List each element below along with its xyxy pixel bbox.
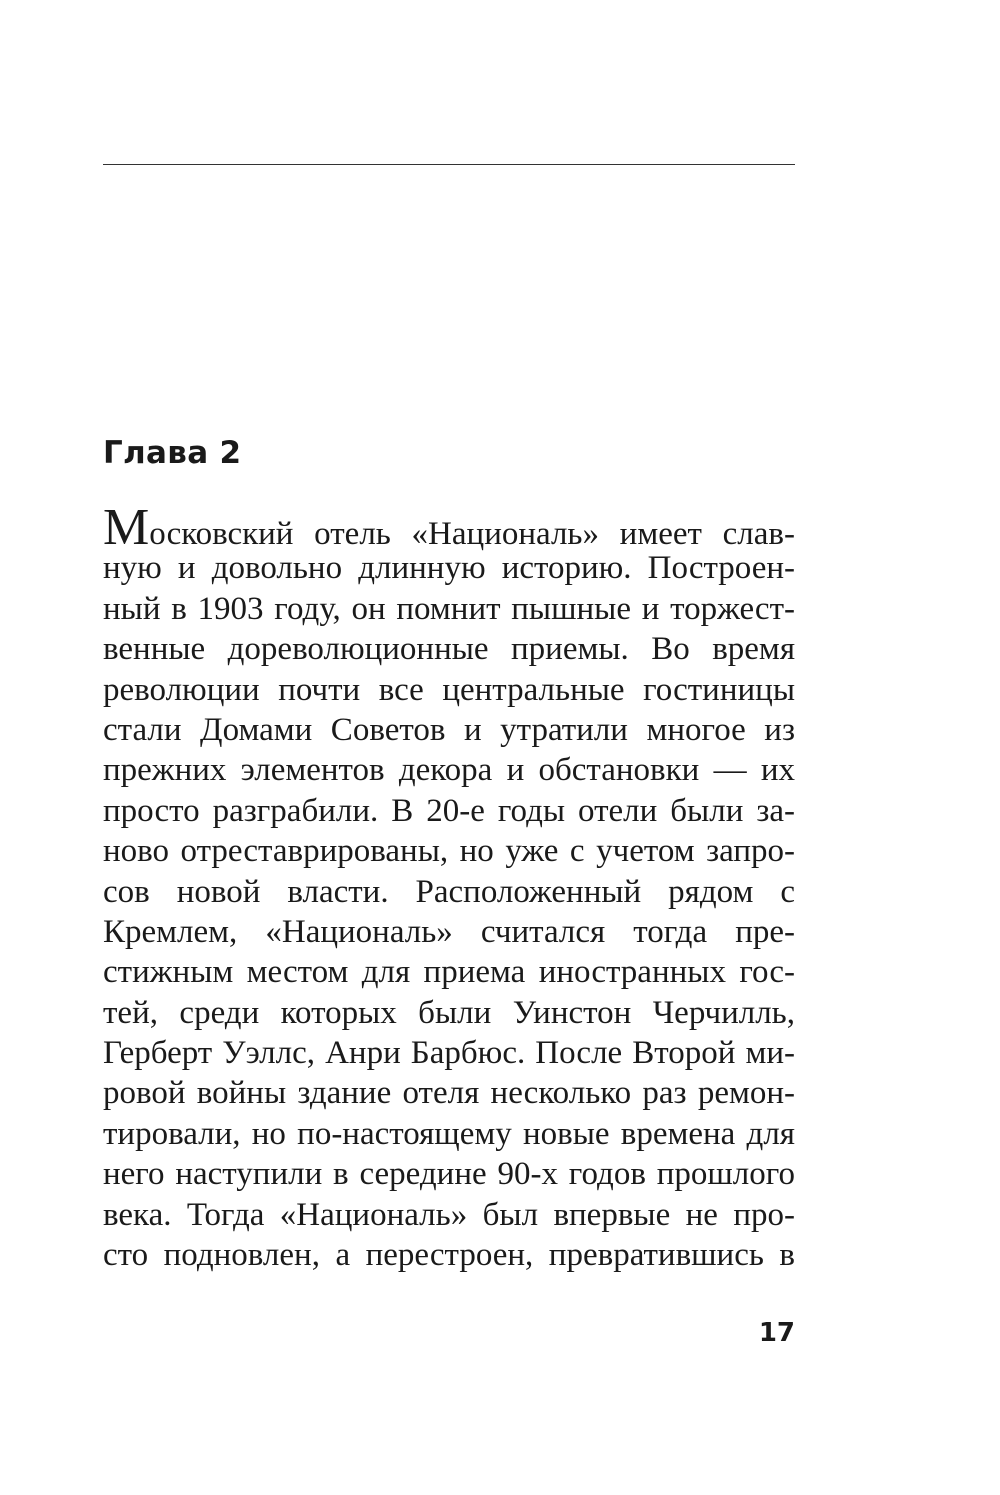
- chapter-title: Глава 2: [103, 435, 242, 471]
- text-line: ровой войны здание отеля несколько раз ремон-: [103, 1075, 795, 1112]
- text-line: Герберт Уэллс, Анри Барбюс. После Второй ми-: [103, 1035, 795, 1072]
- text-line: революции почти все центральные гостиницы: [103, 671, 795, 708]
- body-paragraph: [103, 499, 795, 1275]
- text-line: сов новой власти. Расположенный рядом с: [103, 873, 795, 910]
- text-line: него наступили в середине 90-х годов прошлого: [103, 1156, 795, 1193]
- text-line: стали Домами Советов и утратили многое из: [103, 711, 795, 748]
- top-rule: [103, 164, 795, 165]
- page-number: 17: [758, 1318, 795, 1348]
- text-line: тировали, но по-настоящему новые времена для: [103, 1115, 795, 1152]
- text-line: просто разграбили. В 20-е годы отели были за-: [103, 792, 795, 829]
- text-line: века. Тогда «Националь» был впервые не про-: [103, 1196, 795, 1233]
- text-line: [103, 499, 795, 556]
- text-line: Кремлем, «Националь» считался тогда пре-: [103, 913, 795, 950]
- text-line: сто подновлен, а перестроен, превратившись в: [103, 1237, 795, 1274]
- text-line: стижным местом для приема иностранных гос-: [103, 954, 795, 991]
- text-line: ную и довольно длинную историю. Построен-: [103, 550, 795, 587]
- text-line: тей, среди которых были Уинстон Черчилль,: [103, 994, 795, 1031]
- dropcap: М: [103, 499, 150, 556]
- text-line: венные дореволюционные приемы. Во время: [103, 631, 795, 668]
- text-line: прежних элементов декора и обстановки — их: [103, 752, 795, 789]
- text-line: ный в 1903 году, он помнит пышные и торжест-: [103, 590, 795, 627]
- text-line-content: осковский отель «Националь» имеет слав-: [149, 516, 795, 552]
- text-line: ново отреставрированы, но уже с учетом запро-: [103, 833, 795, 870]
